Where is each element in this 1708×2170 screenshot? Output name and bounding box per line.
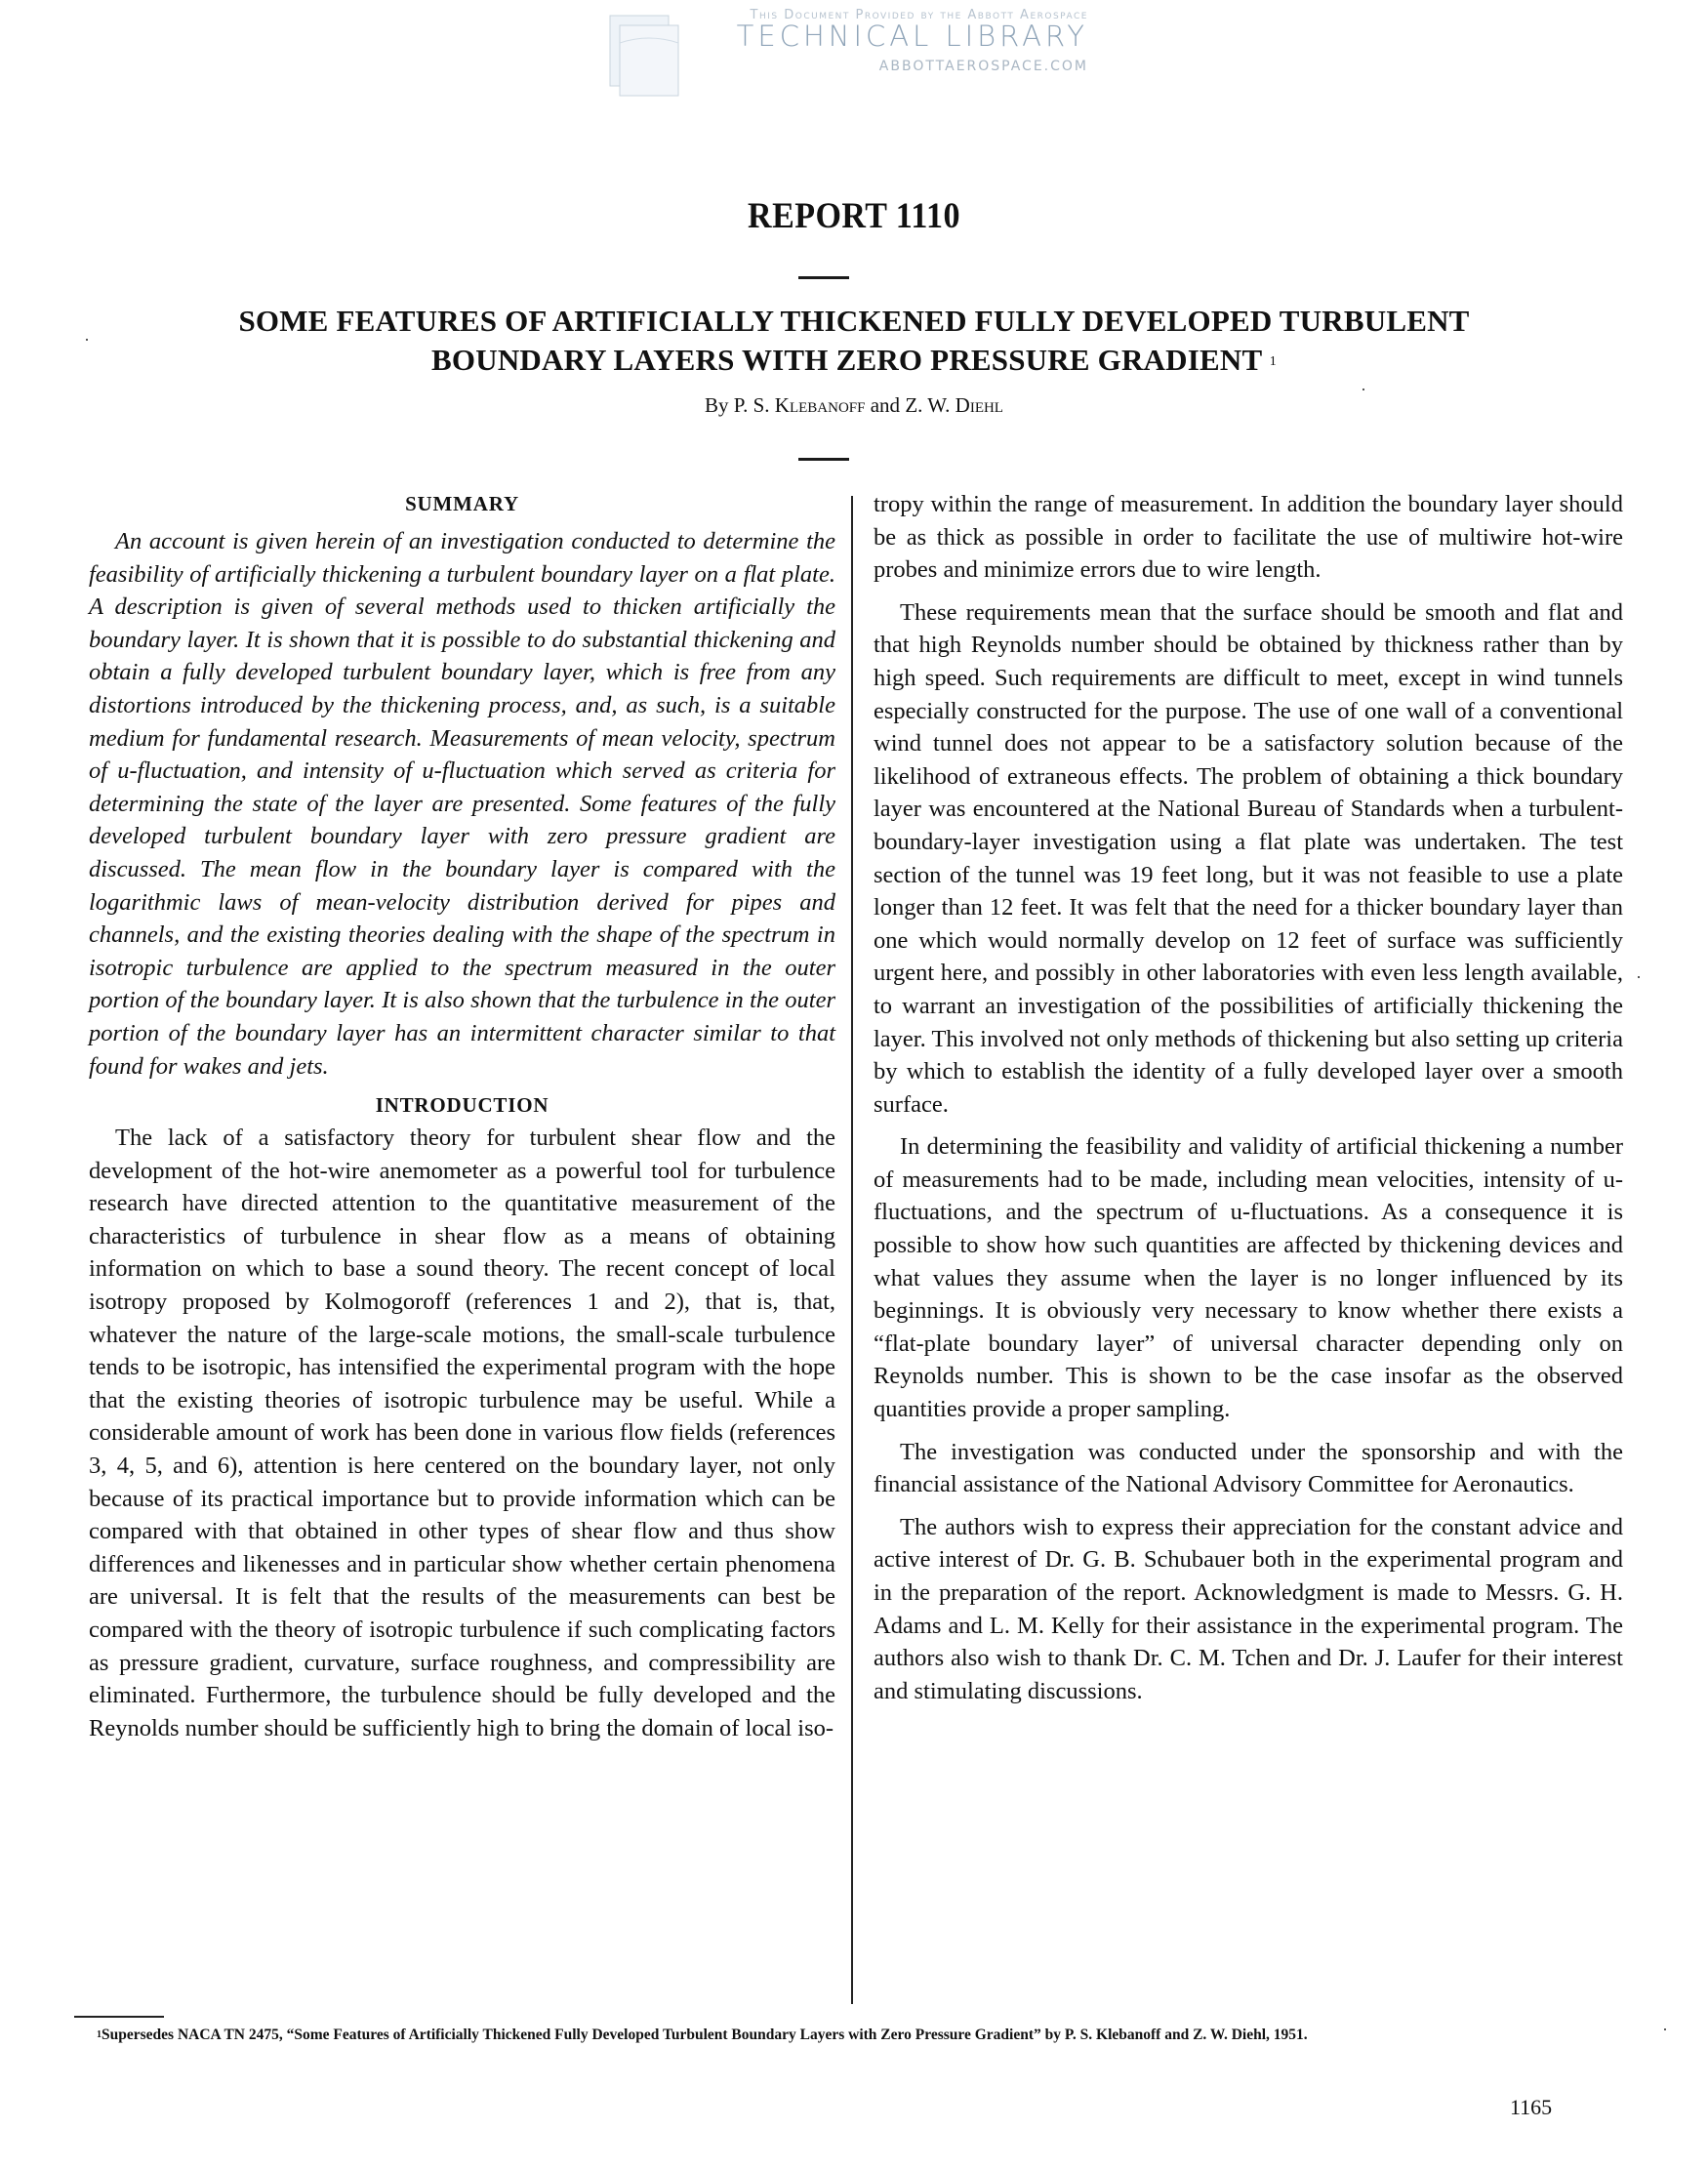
paper-title-line-2 [0, 341, 1708, 380]
watermark-library-title: TECHNICAL LIBRARY [736, 20, 1088, 53]
right-column [874, 488, 1623, 1717]
summary-paragraph: An account is given herein of an investigation conducted to determine the feasibility of artificially thickening a turbulent boundary layer on a flat plate. A description is given of several methods used to thicken artificially the boundary layer. It is shown that it is possible to do substantial thickening and obtain a fully developed turbulent boundary layer, which is free from any distortions introduced by the thickening process, and, as such, is a suitable medium for fundamental research. Measurements of mean velocity, spectrum of u-fluctuation, and intensity of u-fluctuation which served as criteria for determining the state of the layer are presented. Some features of the fully developed turbulent boundary layer with zero pressure gradient are discussed. The mean flow in the boundary layer is compared with the logarithmic laws of mean-velocity distribution derived for pipes and channels, and the existing theories dealing with the shape of the spectrum in isotropic turbulence are applied to the spectrum measured in the outer portion of the boundary layer. It is also shown that the turbulence in the outer portion of the boundary layer has an intermittent character similar to that found for wakes and jets. [89, 528, 835, 1080]
introduction-paragraph-1-continued: tropy within the range of measurement. In addition the boundary layer should be as thick as possible in order to facilitate the use of multiwire hot-wire probes and minimize errors due to wire length. [874, 491, 1623, 584]
byline [0, 393, 1708, 418]
column-divider [851, 496, 853, 2004]
scan-speck [1664, 2028, 1666, 2030]
left-column [89, 488, 835, 1744]
introduction-paragraph-3: In determining the feasibility and validity of artificial thickening a number of measurements had to be made, including mean velocities, intensity of u-fluctuations, and the spectrum of u-fluctuations. As a consequence it is possible to show how such quantities are affected by thickening devices and what values they assume when the layer is no longer influenced by its beginnings. It is obviously very necessary to know whether there exists a “flat-plate boundary layer” of universal character depending only on Reynolds number. This is shown to be the case insofar as the observed quantities provide a proper sampling. [874, 1133, 1623, 1423]
scan-speck [1638, 976, 1640, 978]
header-rule-bottom [798, 458, 849, 461]
watermark-website: ABBOTTAEROSPACE.COM [878, 59, 1088, 74]
introduction-paragraph-2: These requirements mean that the surface should be smooth and flat and that high Reynolds number should be obtained by thickness rather than by high speed. Such requirements are difficult to meet, except in wind tunnels especially constructed for the purpose. The use of one wall of a conventional wind tunnel does not appear to be a satisfactory solution because of the likelihood of extraneous effects. The problem of obtaining a thick boundary layer was encountered at the National Bureau of Standards when a turbulent-boundary-layer investigation using a flat plate was undertaken. The test section of the tunnel was 19 feet long, but it was not feasible to use a plate longer than 12 feet. It was felt that the need for a thicker boundary layer than one which would normally develop on 12 feet of surface was sufficiently urgent here, and possibly in other laboratories with even less length available, to warrant an investigation of the possibilities of artificially thickening the layer. This involved not only methods of thickening but also setting up criteria by which to establish the identity of a fully developed layer over a smooth surface. [874, 598, 1623, 1118]
footnote [72, 2025, 1634, 2045]
watermark [600, 4, 1088, 111]
header-rule-top [798, 276, 849, 279]
title-footnote-mark[interactable]: 1 [1269, 354, 1277, 369]
summary-heading: SUMMARY [405, 492, 519, 515]
footnote-text: Supersedes NACA TN 2475, “Some Features of Artificially Thickened Fully Developed Turbulent Boundary Layers with Zero Pressure Gradient” by P. S. Klebanoff and Z. W. Diehl, 1951. [102, 2027, 1308, 2043]
scan-speck [86, 339, 88, 341]
author-1: P. S. Klebanoff [733, 393, 866, 417]
introduction-paragraph-4: The investigation was conducted under the sponsorship and with the financial assistance of the National Advisory Committee for Aeronautics. [874, 1438, 1623, 1498]
report-number: REPORT 1110 [748, 196, 960, 236]
introduction-paragraph-1: The lack of a satisfactory theory for turbulent shear flow and the development of the hot-wire anemometer as a powerful tool for turbulence research have directed attention to the quantitative measurement of the characteristics of turbulence in shear flow as a means of obtaining information on which to base a sound theory. The recent concept of local isotropy proposed by Kolmogoroff (references 1 and 2), that is, that, whatever the nature of the large-scale motions, the small-scale turbulence tends to be isotropic, has intensified the experimental program with the hope that the existing theories of isotropic turbulence may be useful. While a considerable amount of work has been done in various flow fields (references 3, 4, 5, and 6), attention is here centered on the boundary layer, not only because of its practical importance but to provide information which can be compared with that obtained in other types of shear flow and thus show differences and likenesses and in particular show whether certain phenomena are universal. It is felt that the results of the measurements can best be compared with the theory of isotropic turbulence if such complicating factors as pressure gradient, curvature, surface roughness, and compressibility are eliminated. Furthermore, the turbulence should be fully developed and the Reynolds number should be sufficiently high to bring the domain of local iso- [89, 1125, 835, 1741]
page-number: 1165 [1510, 2095, 1553, 2119]
paper-title-line-1: SOME FEATURES OF ARTIFICIALLY THICKENED FULLY DEVELOPED TURBULENT [238, 304, 1470, 338]
footnote-rule [74, 2016, 164, 2018]
byline-prefix: By [705, 393, 729, 417]
byline-and: and [870, 393, 901, 417]
watermark-provider-text: This Document Provided by the Abbott Aerospace [750, 8, 1088, 22]
footnote-mark: 1 [97, 2029, 102, 2040]
paper-title-line-2-text: BOUNDARY LAYERS WITH ZERO PRESSURE GRADIENT [431, 343, 1262, 377]
scan-speck [1362, 389, 1364, 390]
introduction-heading: INTRODUCTION [375, 1093, 549, 1118]
author-2: Z. W. Diehl [905, 393, 1003, 417]
introduction-paragraph-5: The authors wish to express their appreciation for the constant advice and active interest of Dr. G. B. Schubauer both in the experimental program and in the preparation of the report. Acknowledgment is made to Messrs. G. H. Adams and L. M. Kelly for their assistance in the experimental program. The authors also wish to thank Dr. C. M. Tchen and Dr. J. Laufer for their interest and stimulating discussions. [874, 1513, 1623, 1704]
